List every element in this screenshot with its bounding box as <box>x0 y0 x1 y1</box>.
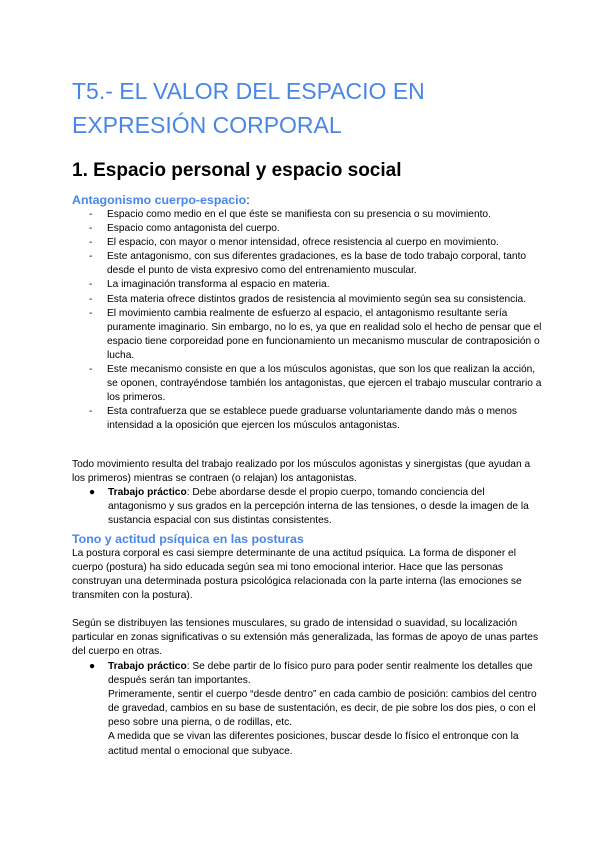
list-item-text: El espacio, con mayor o menor intensidad, ofrece resistencia al cuerpo en movimiento. <box>107 237 499 249</box>
list-item <box>72 250 542 278</box>
list-item <box>72 307 542 363</box>
bullet-marker: ● <box>89 487 96 498</box>
dash-marker: - <box>89 307 93 319</box>
bullet-label: Trabajo práctico <box>108 661 187 672</box>
dash-marker: - <box>89 406 93 418</box>
document-title: T5.- EL VALOR DEL ESPACIO EN EXPRESIÓN CORPORAL <box>72 78 425 138</box>
bullet-text: : Debe abordarse desde el propio cuerpo, tomando conciencia del antagonismo y sus grados en la percepción interna de las tensiones, o desde la imagen de la sustancia espacial con sus distintas consistentes. <box>108 487 529 527</box>
dash-marker: - <box>89 279 93 291</box>
subsection-colon: : <box>246 193 250 207</box>
bullet-marker: ● <box>89 661 96 672</box>
dash-marker: - <box>89 251 93 263</box>
list-item-text: El movimiento cambia realmente de esfuerzo al espacio, el antagonismo resultante sería puramente imaginario. Sin embargo, no lo es, ya que en realidad solo el hecho de pensar que el espacio tiene corporeidad pone en funcionamiento un mecanismo muscular de contraposición o lucha. <box>107 307 542 361</box>
list-item-text: Espacio como medio en el que éste se manifiesta con su presencia o su movimiento. <box>107 209 491 220</box>
list-item <box>72 222 542 236</box>
subsection-heading-text: Antagonismo cuerpo-espacio <box>72 193 247 207</box>
tono-bullet-list <box>72 660 542 759</box>
list-item <box>72 208 542 222</box>
subsection-heading-antagonismo <box>72 192 250 208</box>
list-item-text: Este antagonismo, con sus diferentes gradaciones, es la base de todo trabajo corporal, tanto desde el punto de vista expresivo como del entrenamiento muscular. <box>107 251 527 277</box>
paragraph-tensiones: Según se distribuyen las tensiones musculares, su grado de intensidad o suavidad, su localización particular en zonas significativas o su extensión más generalizada, las formas de apoyo de unas partes del cuerpo en otras. <box>72 618 539 658</box>
list-item <box>72 660 542 759</box>
antagonismo-bullet-list <box>72 486 542 528</box>
paragraph-postura: La postura corporal es casi siempre determinante de una actitud psíquica. La forma de disponer el cuerpo (postura) ha sido educada según sea mi tono emocional interior. Hace que las personas construyan una determinada postura psicológica relacionada con la parte interna (las emociones se transmiten con la postura). <box>72 548 522 602</box>
list-item-text: Esta contrafuerza que se establece puede graduarse voluntariamente dando más o menos intensidad a la oposición que ejercen los músculos antagonistas. <box>107 406 518 432</box>
dash-marker: - <box>89 223 93 235</box>
list-item <box>72 363 542 405</box>
list-item <box>72 236 542 250</box>
list-item-text: La imaginación transforma al espacio en materia. <box>107 279 330 291</box>
dash-marker: - <box>89 237 93 249</box>
section-heading: 1. Espacio personal y espacio social <box>72 160 402 181</box>
subsection-heading-tono: Tono y actitud psíquica en las posturas <box>72 532 304 546</box>
list-item-text: Esta materia ofrece distintos grados de resistencia al movimiento según sea su consistencia. <box>107 293 527 305</box>
paragraph-movimiento: Todo movimiento resulta del trabajo realizado por los músculos agonistas y sinergistas (que ayudan a los primeros) mientras se contraen (o relajan) los antagonistas. <box>72 459 531 485</box>
list-item <box>72 278 542 292</box>
list-item <box>72 405 542 433</box>
list-item <box>72 293 542 307</box>
dash-marker: - <box>89 293 93 305</box>
antagonismo-dash-list <box>72 208 542 434</box>
bullet-subparagraph: A medida que se vivan las diferentes posiciones, buscar desde lo físico el entronque con la actitud mental o emocional que subyace. <box>108 731 519 757</box>
bullet-subparagraph: Primeramente, sentir el cuerpo “desde dentro” en cada cambio de posición: cambios del centro de gravedad, cambios en su base de sustentación, es decir, de pie sobre los dos pies, o con el peso sobre una pierna, o de rodillas, etc. <box>108 689 537 729</box>
dash-marker: - <box>89 209 93 220</box>
bullet-text: : Se debe partir de lo físico puro para poder sentir realmente los detalles que después serán tan importantes. <box>108 661 533 687</box>
bullet-label: Trabajo práctico <box>108 487 187 498</box>
list-item <box>72 486 542 528</box>
list-item-text: Este mecanismo consiste en que a los músculos agonistas, que son los que realizan la acción, se oponen, contrayéndose también los antagonistas, que ejercen el trabajo muscular contrario a los primeros. <box>107 364 542 404</box>
dash-marker: - <box>89 364 93 376</box>
list-item-text: Espacio como antagonista del cuerpo. <box>107 223 280 235</box>
